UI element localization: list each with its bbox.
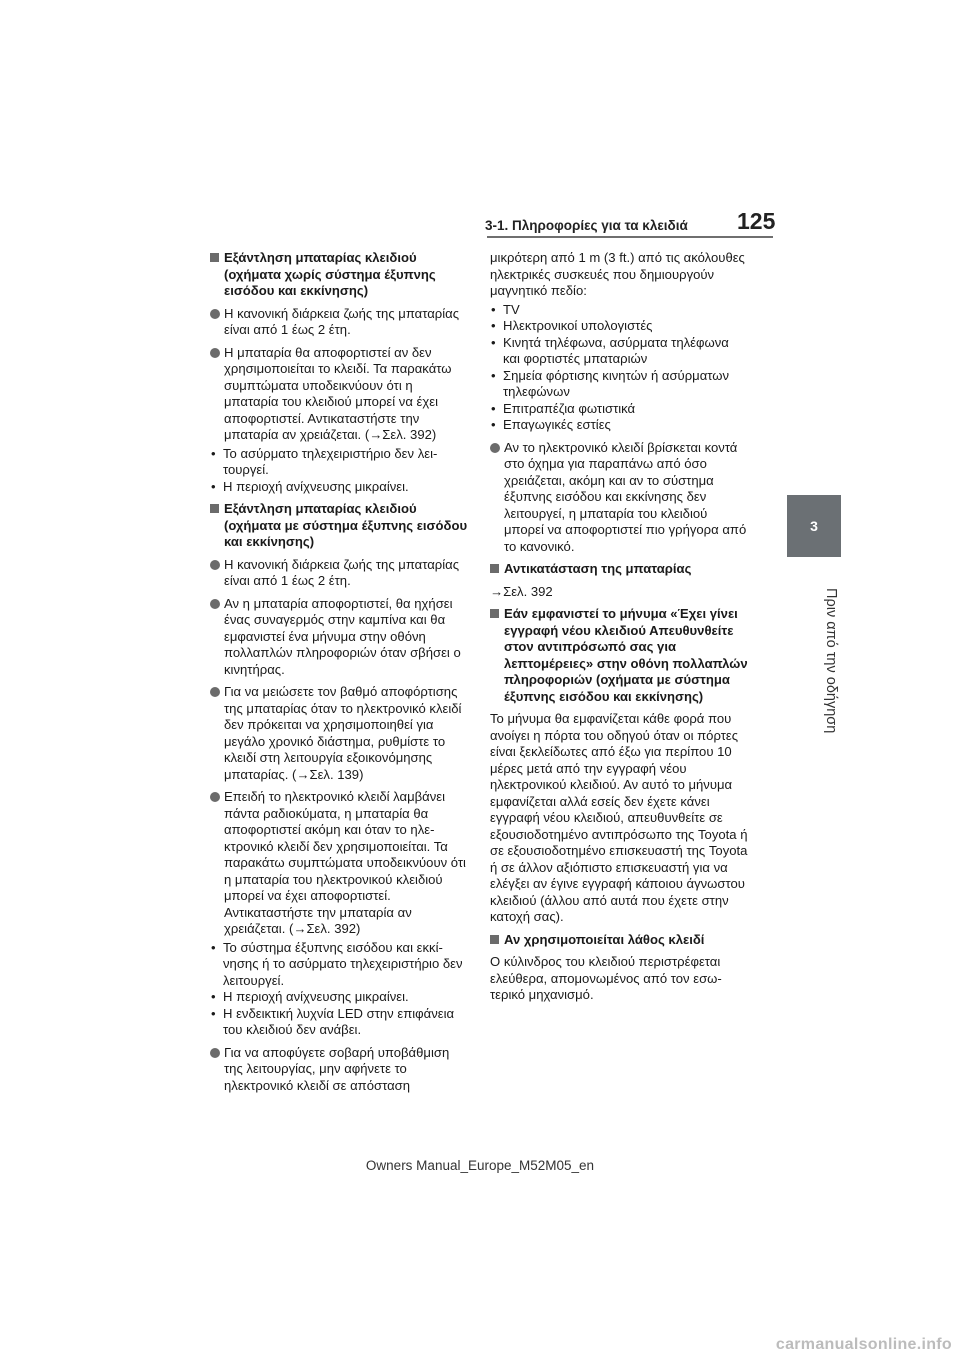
list-item bbox=[210, 446, 468, 479]
paragraph bbox=[490, 440, 748, 556]
bullet-icon: • bbox=[211, 478, 216, 494]
list-item-text: Η περιοχή ανίχνευσης μικραίνει. bbox=[223, 478, 409, 494]
paragraph-text: Επειδή το ηλεκτρονικό κλειδί λαμβάνει πάντα ραδιοκύματα, η μπαταρία θα αποφορτιστεί ακόμη και όταν το ηλεκτρονικό κλειδί δεν χρησιμοποιείται. Τα παρακάτω συμπτώματα υποδεικνύουν ότι η μπαταρία του ηλεκτρονικού κλειδιού μπορεί να έχει αποφορτιστεί. Αντικαταστήστε την μπαταρία αν χρειάζεται. (→Σελ. 392) bbox=[224, 789, 466, 936]
circle-bullet-icon bbox=[490, 443, 500, 453]
paragraph bbox=[210, 684, 468, 783]
list-item-text: Η περιοχή ανίχνευσης μικραίνει. bbox=[223, 989, 409, 1004]
section-title: 3-1. Πληροφορίες για τα κλειδιά bbox=[485, 218, 688, 233]
section-heading bbox=[210, 250, 468, 300]
list-item-text: Το ασύρματο τηλεχειριστήριο δεν λειτουργεί. bbox=[223, 445, 438, 477]
paragraph bbox=[210, 345, 468, 444]
square-bullet-icon bbox=[210, 504, 219, 513]
list-item bbox=[490, 401, 748, 418]
list-item-text: Το σύστημα έξυπνης εισόδου και εκκίνησης ή το ασύρματο τηλεχειριστήριο δεν λειτουργεί. bbox=[223, 939, 463, 988]
bullet-icon: • bbox=[211, 939, 216, 955]
circle-bullet-icon bbox=[210, 309, 220, 319]
heading-text: Αν χρησιμοποιείται λάθος κλειδί bbox=[504, 931, 705, 947]
list-item bbox=[210, 1006, 468, 1039]
square-bullet-icon bbox=[490, 935, 499, 944]
left-column bbox=[210, 250, 468, 1100]
square-bullet-icon bbox=[490, 609, 499, 618]
list-item bbox=[210, 989, 468, 1006]
paragraph: Το μήνυμα θα εμφανίζεται κάθε φορά που ανοίγει η πόρτα του οδηγού όταν οι πόρτες είναι ξεκλείδωτες από έξω για περίπου 10 μέρες μετά από την εγγραφή νέου ηλεκτρονικού κλειδιού. Αν αυτό το μήνυμα εμφανίζεται αλλά εσείς δεν έχετε κάνει εγγραφή νέου κλειδιού, απευθυνθείτε σε εξουσιοδοτημένο αντιπρόσωπο της Toyota ή σε εξουσιοδοτημένο επισκευαστή της Toyota ή σε άλλον αξιόπιστο επισκευαστή για να ελέγξει αν έγινε εγγραφή κάποιου άγνωστου κλειδιού (άλλου από αυτά που έχετε στην κατοχή σας). bbox=[490, 711, 748, 924]
circle-bullet-icon bbox=[210, 687, 220, 697]
list-item bbox=[490, 302, 748, 319]
bullet-icon: • bbox=[211, 1005, 216, 1021]
circle-bullet-icon bbox=[210, 792, 220, 802]
bullet-list bbox=[210, 446, 468, 496]
bullet-icon: • bbox=[491, 318, 496, 333]
chapter-tab bbox=[787, 495, 841, 557]
heading-text: Εάν εμφανιστεί το μήνυμα «Έχει γίνει εγγραφή νέου κλειδιού Απευθυνθείτε στον αντιπρόσωπό σας για λεπτομέρειες» στην οθόνη πολλαπλών πληροφοριών (οχήματα με σύστημα έξυπνης εισόδου και εκκίνησης) bbox=[504, 606, 748, 704]
list-item bbox=[490, 335, 748, 368]
bullet-icon: • bbox=[491, 417, 496, 432]
paragraph bbox=[210, 306, 468, 339]
bullet-icon: • bbox=[211, 989, 216, 1004]
paragraph-text: Αν η μπαταρία αποφορτιστεί, θα ηχήσει ένας συναγερμός στην καμπίνα και θα εμφανιστεί ένα μήνυμα στην οθόνη πολλαπλών πληροφοριών όταν σβήσει ο κινητήρας. bbox=[224, 595, 461, 677]
paragraph bbox=[210, 557, 468, 590]
list-item-text: Επιτραπέζια φωτιστικά bbox=[503, 400, 636, 416]
heading-text: Αντικατάσταση της μπαταρίας bbox=[504, 561, 692, 576]
header-rule bbox=[487, 236, 773, 238]
list-item bbox=[490, 318, 748, 335]
list-item bbox=[490, 368, 748, 401]
section-heading bbox=[490, 606, 748, 705]
bullet-icon: • bbox=[491, 301, 496, 317]
heading-text: Εξάντληση μπαταρίας κλειδιού (οχήματα χωρίς σύστημα έξυπνης εισόδου και εκκίνησης) bbox=[224, 250, 436, 298]
section-heading bbox=[490, 561, 748, 578]
bullet-icon: • bbox=[491, 367, 496, 383]
paragraph: →Σελ. 392 bbox=[490, 583, 553, 599]
circle-bullet-icon bbox=[210, 560, 220, 570]
right-column bbox=[490, 250, 748, 1010]
bullet-icon: • bbox=[211, 445, 216, 461]
watermark: carmanualsonline.info bbox=[775, 1336, 952, 1353]
paragraph-text: Η κανονική διάρκεια ζωής της μπαταρίας είναι από 1 έως 2 έτη. bbox=[224, 305, 460, 337]
list-item-text: Ηλεκτρονικοί υπολογιστές bbox=[503, 318, 653, 333]
list-item-text: Σημεία φόρτισης κινητών ή ασύρματων τηλεφώνων bbox=[503, 367, 730, 399]
footer-document-name: Owners Manual_Europe_M52M05_en bbox=[365, 1158, 595, 1173]
section-heading bbox=[490, 932, 748, 949]
paragraph: μικρότερη από 1 m (3 ft.) από τις ακόλουθες ηλεκτρικές συσκευές που δημιουργούν μαγνητικό πεδίο: bbox=[490, 250, 745, 298]
paragraph bbox=[210, 596, 468, 679]
paragraph-text: Για να μειώσετε τον βαθμό αποφόρτισης της μπαταρίας όταν το ηλεκτρονικό κλειδί δεν πρόκειται να χρησιμοποιηθεί για μεγάλο χρονικό διάστημα, ρυθμίστε το κλειδί στη λειτουργία εξοικονόμησης μπαταρίας. (→Σελ. 139) bbox=[224, 684, 462, 782]
bullet-icon: • bbox=[491, 334, 496, 350]
paragraph: Ο κύλινδρος του κλειδιού περιστρέφεται ελεύθερα, απομονωμένος από τον εσωτερικό μηχανισμό. bbox=[490, 954, 722, 1002]
list-item-text: Κινητά τηλέφωνα, ασύρματα τηλέφωνα και φορτιστές μπαταριών bbox=[503, 334, 729, 366]
circle-bullet-icon bbox=[210, 1048, 220, 1058]
list-item bbox=[490, 417, 748, 434]
paragraph-text: Αν το ηλεκτρονικό κλειδί βρίσκεται κοντά στο όχημα για παραπάνω από όσο χρειάζεται, ακόμη και αν το σύστημα έξυπνης εισόδου και εκκίνησης δεν λειτουργεί, η μπαταρία του κλειδιού μπορεί να αποφορτιστεί πιο γρήγορα από το κανονικό. bbox=[504, 439, 747, 554]
heading-text: Εξάντληση μπαταρίας κλειδιού (οχήματα με σύστημα έξυπνης εισόδου και εκκίνησης) bbox=[224, 501, 468, 549]
list-item-text: Επαγωγικές εστίες bbox=[503, 417, 611, 432]
page-number: 125 bbox=[737, 208, 776, 234]
paragraph-text: Η μπαταρία θα αποφορτιστεί αν δεν χρησιμοποιείται το κλειδί. Τα παρακάτω συμπτώματα υποδεικνύουν ότι η μπαταρία του κλειδιού μπορεί να έχει αποφορτιστεί. Αντικαταστήστε την μπαταρία αν χρειάζεται. (→Σελ. 392) bbox=[224, 344, 452, 442]
list-item bbox=[210, 940, 468, 990]
list-item-text: TV bbox=[503, 301, 520, 317]
chapter-number: 3 bbox=[810, 518, 818, 534]
paragraph-text: Για να αποφύγετε σοβαρή υποβάθμιση της λειτουργίας, μην αφήνετε το ηλεκτρονικό κλειδί σε απόσταση bbox=[224, 1044, 450, 1093]
paragraph bbox=[210, 1045, 468, 1095]
section-heading bbox=[210, 501, 468, 551]
bullet-icon: • bbox=[491, 400, 496, 416]
bullet-list bbox=[490, 302, 748, 434]
square-bullet-icon bbox=[490, 564, 499, 573]
circle-bullet-icon bbox=[210, 348, 220, 358]
list-item-text: Η ενδεικτική λυχνία LED στην επιφάνεια του κλειδιού δεν ανάβει. bbox=[223, 1005, 455, 1037]
square-bullet-icon bbox=[210, 253, 219, 262]
chapter-label: Πριν από την οδήγηση bbox=[823, 588, 839, 734]
paragraph bbox=[210, 789, 468, 938]
bullet-list bbox=[210, 940, 468, 1039]
list-item bbox=[210, 479, 468, 496]
paragraph-text: Η κανονική διάρκεια ζωής της μπαταρίας είναι από 1 έως 2 έτη. bbox=[224, 556, 460, 588]
circle-bullet-icon bbox=[210, 599, 220, 609]
